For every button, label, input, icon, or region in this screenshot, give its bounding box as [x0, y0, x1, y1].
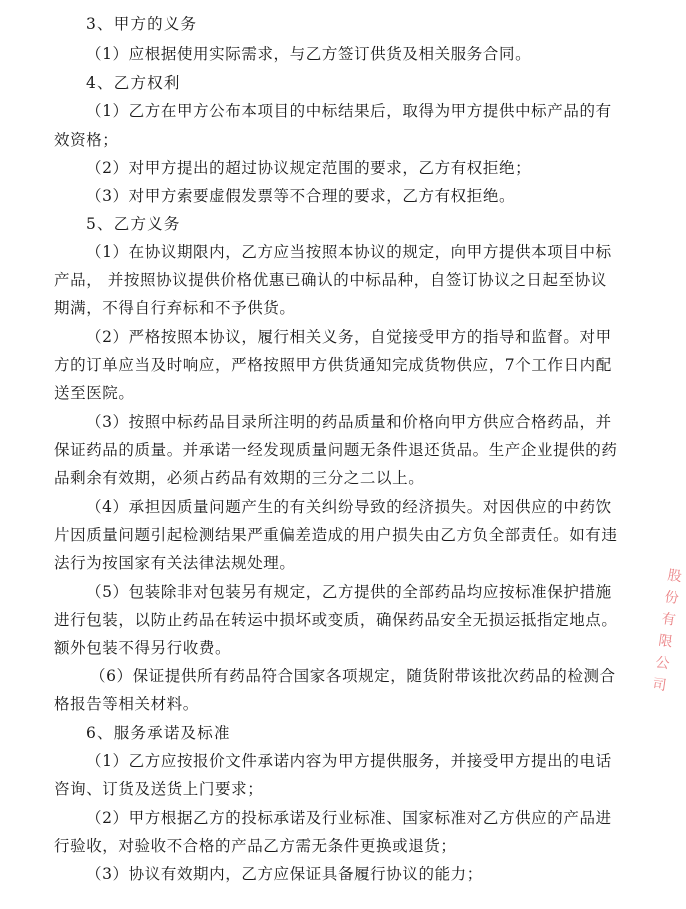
paragraph-line: （3）按照中标药品目录所注明的药品质量和价格向甲方供应合格药品，并: [86, 413, 612, 431]
paragraph-line: （2）对甲方提出的超过协议规定范围的要求，乙方有权拒绝；: [86, 159, 532, 177]
section-6-heading: 6、服务承诺及标准: [86, 724, 231, 742]
paragraph-line: 方的订单应当及时响应，严格按照甲方供货通知完成货物供应，7个工作日内配: [54, 356, 612, 374]
paragraph-line: 保证药品的质量。并承诺一经发现质量问题无条件退还货品。生产企业提供的药: [54, 441, 618, 459]
paragraph-line: （1）在协议期限内，乙方应当按照本协议的规定，向甲方提供本项目中标: [86, 243, 612, 261]
paragraph-line: 进行包装，以防止药品在转运中损坏或变质，确保药品安全无损运抵指定地点。: [54, 611, 618, 629]
paragraph-line: 格报告等相关材料。: [54, 695, 199, 713]
paragraph-line: 咨询、订货及送货上门要求；: [54, 780, 264, 798]
paragraph-line: 品剩余有效期，必须占药品有效期的三分之二以上。: [54, 469, 425, 487]
paragraph-line: （3）对甲方索要虚假发票等不合理的要求，乙方有权拒绝。: [86, 187, 516, 205]
paragraph-line: （3）协议有效期内，乙方应保证具备履行协议的能力；: [86, 865, 483, 883]
paragraph-line: （2）甲方根据乙方的投标承诺及行业标准、国家标准对乙方供应的产品进: [86, 809, 612, 827]
seal-text: 股份有限公司: [651, 567, 683, 695]
section-3-heading: 3、甲方的义务: [86, 15, 198, 33]
paragraph-line: 片因质量问题引起检测结果严重偏差造成的用户损失由乙方负全部责任。如有违: [54, 526, 618, 544]
paragraph-line: 法行为按国家有关法律法规处理。: [54, 554, 296, 572]
paragraph-line: 送至医院。: [54, 384, 135, 402]
section-5-heading: 5、乙方义务: [86, 215, 181, 233]
paragraph-line: （1）乙方应按报价文件承诺内容为甲方提供服务，并接受甲方提出的电话: [86, 752, 612, 770]
paragraph-line: （1）乙方在甲方公布本项目的中标结果后，取得为甲方提供中标产品的有: [86, 102, 612, 120]
paragraph-line: 行验收，对验收不合格的产品乙方需无条件更换或退货；: [54, 837, 457, 855]
paragraph-line: 效资格；: [54, 131, 119, 149]
paragraph-line: 期满，不得自行弃标和不予供货。: [54, 299, 296, 317]
paragraph-line: 额外包装不得另行收费。: [54, 639, 232, 657]
section-4-heading: 4、乙方权利: [86, 74, 181, 92]
seal-stamp-fragment: [651, 565, 683, 715]
paragraph-line: 产品， 并按照协议提供价格优惠已确认的中标品种，自签订协议之日起至协议: [54, 271, 607, 289]
paragraph-line: （4）承担因质量问题产生的有关纠纷导致的经济损失。对因供应的中药饮: [86, 498, 612, 516]
paragraph-line: （5）包装除非对包装另有规定，乙方提供的全部药品均应按标准保护措施: [86, 583, 612, 601]
paragraph-line: （2）严格按照本协议，履行相关义务，自觉接受甲方的指导和监督。对甲: [86, 328, 612, 346]
paragraph-line: （1）应根据使用实际需求，与乙方签订供货及相关服务合同。: [86, 45, 532, 63]
paragraph-line: （6）保证提供所有药品符合国家各项规定，随货附带该批次药品的检测合: [90, 667, 616, 685]
